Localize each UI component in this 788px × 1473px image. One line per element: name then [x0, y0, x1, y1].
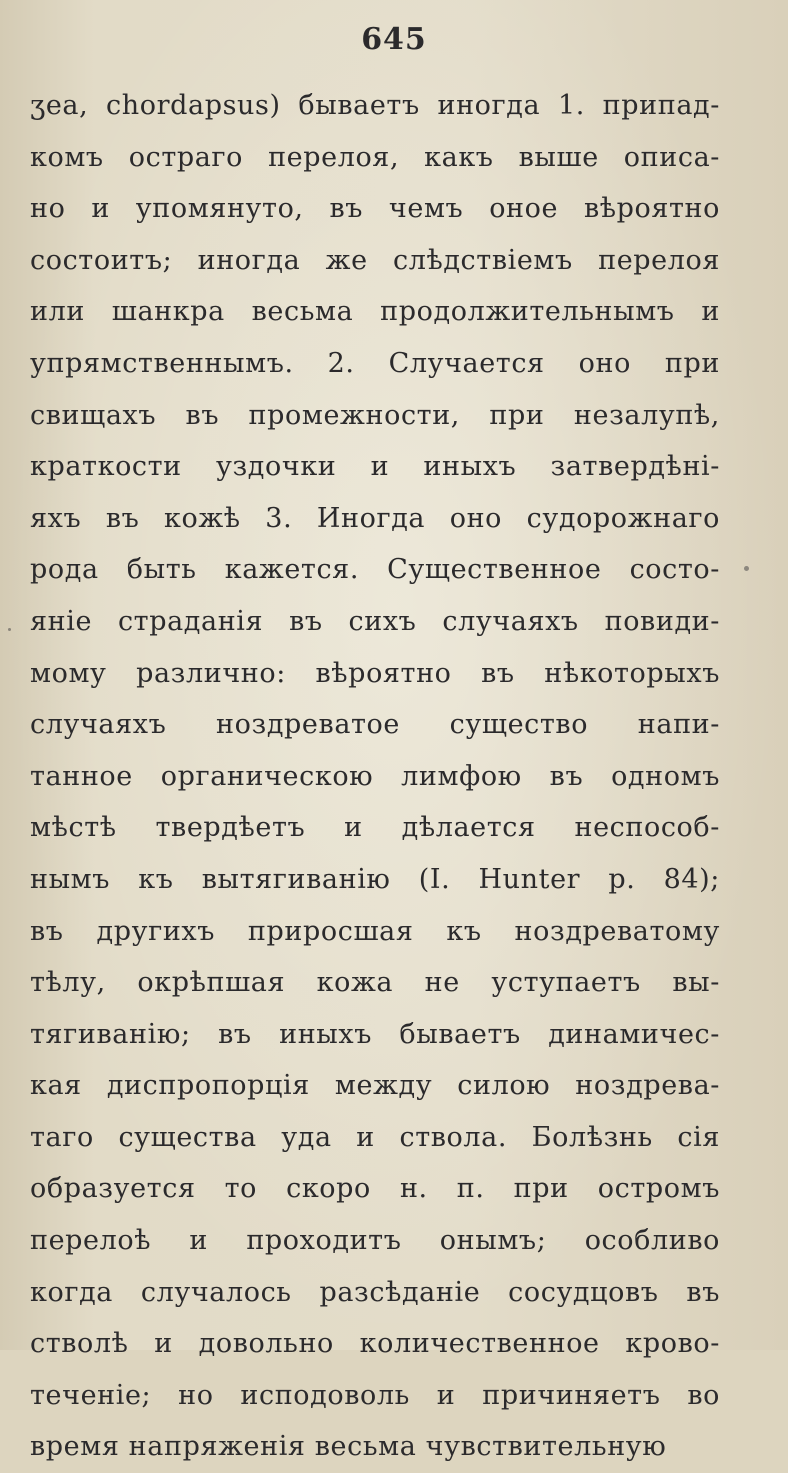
paper-speck [744, 566, 749, 571]
paper-speck [8, 628, 11, 631]
text-line: когда случалось разсѣданіе сосудцовъ въ [30, 1276, 720, 1308]
page-number: 645 [361, 22, 427, 57]
text-line: рода быть кажется. Существенное состо- [30, 554, 720, 586]
text-line: образуется то скоро н. п. при остромъ [30, 1173, 720, 1205]
text-line: тягиванію; въ иныхъ бываетъ динамичес- [30, 1018, 720, 1050]
body-text [30, 80, 720, 1473]
text-line: таго существа уда и ствола. Болѣзнь сія [30, 1121, 720, 1153]
text-line: тѣлу, окрѣпшая кожа не уступаетъ вы- [30, 967, 720, 999]
text-line: упрямственнымъ. 2. Случается оно при [30, 347, 720, 379]
text-line: ʒea, chordapsus) бываетъ иногда 1. припад- [30, 90, 720, 121]
text-line: время напряженія весьма чувствительную [30, 1431, 667, 1463]
text-line: перелоѣ и проходитъ онымъ; особливо [30, 1225, 720, 1257]
text-line: краткости уздочки и иныхъ затвердѣні- [30, 451, 720, 483]
text-line: мѣстѣ твердѣетъ и дѣлается неспособ- [30, 812, 720, 844]
text-line: яхъ въ кожѣ 3. Иногда оно судорожнаго [30, 502, 720, 534]
text-line: теченіе; но исподоволь и причиняетъ во [30, 1379, 720, 1411]
text-line: яніе страданія въ сихъ случаяхъ повиди- [30, 605, 720, 637]
text-line: комъ остраго перелоя, какъ выше описа- [30, 141, 720, 173]
text-line: стволѣ и довольно количественное крово- [30, 1328, 720, 1360]
text-line: но и упомянуто, въ чемъ оное вѣроятно [30, 193, 720, 225]
text-line: или шанкра весьма продолжительнымъ и [30, 296, 720, 328]
text-line: въ другихъ приросшая къ ноздреватому [30, 915, 720, 947]
text-line: танное органическою лимфою въ одномъ [30, 760, 720, 792]
text-line: нымъ къ вытягиванію (I. Hunter p. 84); [30, 863, 720, 895]
text-line: кая диспропорція между силою ноздрева- [30, 1070, 720, 1102]
text-line: состоитъ; иногда же слѣдствіемъ перелоя [30, 244, 720, 276]
text-line: случаяхъ ноздреватое существо напи- [30, 709, 720, 741]
text-line: мому различно: вѣроятно въ нѣкоторыхъ [30, 657, 720, 689]
text-line: свищахъ въ промежности, при незалупѣ, [30, 399, 720, 431]
